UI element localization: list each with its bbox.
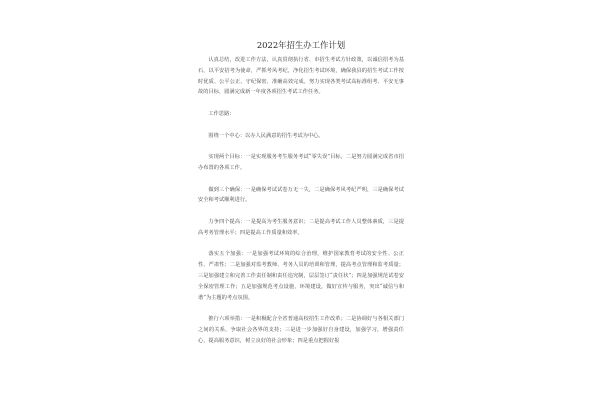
paragraph-gap bbox=[198, 141, 404, 152]
paragraph-gap bbox=[198, 206, 404, 217]
two-goals-paragraph: 实现两个目标：一是实现服务考生服务考试“零失误”目标，二是努力圆满完成省市招办布置的各项工作。 bbox=[198, 154, 404, 171]
six-measures-paragraph: 推行六项举措：一是积极配合全省普通高校招生工作改革；二是协调好与各相关部门之间的关系，争取社会各界的支持；三是进一步加强好自身建设，加强学习，增强责任心，提高服务意识，树立良好的社会形象；四是重点把握好报 bbox=[198, 316, 404, 344]
three-ensures-paragraph: 做到三个确保：一是确保考试试卷万无一失，二是确保考风考纪严明，三是确保考试安全和考试顺利进行。 bbox=[198, 186, 404, 204]
paragraph-gap bbox=[198, 98, 404, 109]
paragraph-gap bbox=[198, 239, 404, 250]
five-strengthenings-paragraph: 落实五个加强：一是加强考试环境的综合治理，维护国家教育考试的安全性、公正性、严肃性；二是加强对监考教师、考务人员的培训和管理，提高考点管理和监考质量；三是加强建立和完善工作责任制和责任追究制，层层签订“责任状”；四是加强规范试卷安全保密管理工作；五是加强规范考点设施、环境建设，做好宣传与服务，突出“诚信与和谐”为主题的考点氛围。 bbox=[198, 251, 404, 301]
document-title: 2022年招生办工作计划 bbox=[256, 40, 346, 50]
paragraph-gap bbox=[198, 174, 404, 185]
one-center-paragraph: 围绕一个中心：以办人民满意的招生考试为中心。 bbox=[208, 132, 324, 139]
document-body bbox=[198, 40, 404, 347]
work-approach-heading: 工作思路： bbox=[208, 110, 235, 117]
intro-paragraph: 认真总结，改进工作方法，认真贯彻执行省、市招生考试方针政策，以诚信招考为基石，以平安招考为使命，严抓考风考纪，净化招生考试环境，确保我县的招生考试工作按时优质、公平公正、守纪保密、准确高效完成。努力实现各类考试高标准组考、平安无事故的目标，圆满完成新一年度各项招生考试工作任务。 bbox=[198, 57, 404, 96]
four-improvements-paragraph: 力争四个提高：一是提高为考生服务意识；二是提高考试工作人员整体素质，三是提高考务管理水平；四是提高工作质量和效率。 bbox=[198, 218, 404, 236]
paragraph-gap bbox=[198, 120, 404, 131]
paragraph-gap bbox=[198, 303, 404, 314]
